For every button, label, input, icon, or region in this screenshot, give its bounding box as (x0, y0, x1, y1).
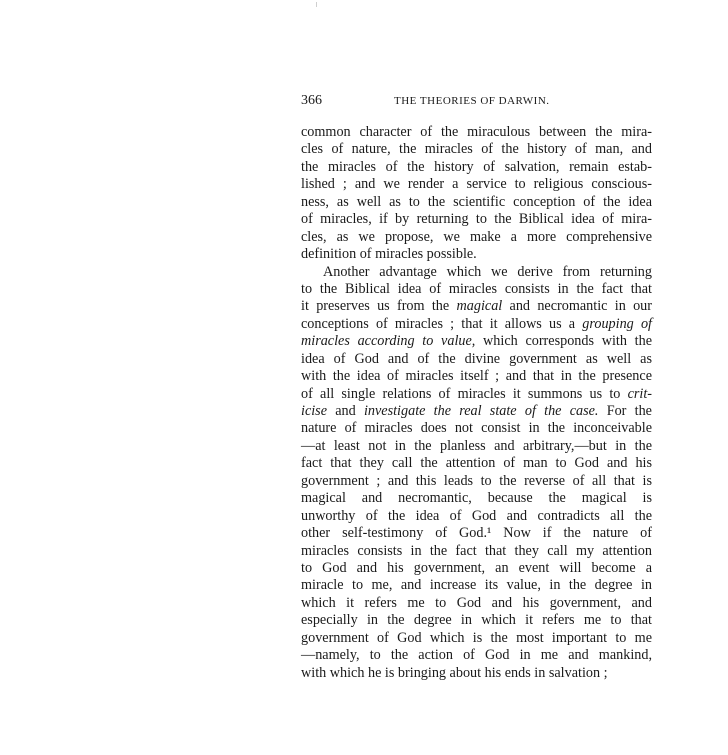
text-line (301, 665, 652, 682)
text-segment: and (327, 403, 364, 419)
text-segment: nature of miracles does not consist in the inconceivable (301, 420, 652, 437)
text-line (301, 386, 652, 403)
text-segment: —namely, to the action of God in me and mankind, (301, 647, 652, 664)
text-segment: miracles consists in the fact that they call my attention (301, 542, 652, 559)
text-line (301, 595, 652, 612)
text-segment: For the (598, 403, 652, 419)
text-segment: with the idea of miracles itself ; and that in the presence (301, 368, 652, 385)
italic-text: grouping of (582, 315, 652, 332)
text-line (301, 176, 652, 193)
text-segment: miracle to me, and increase its value, in the degree in (301, 577, 652, 594)
text-segment: cles, as we propose, we make a more comprehensive (301, 228, 652, 245)
text-line (301, 525, 652, 542)
text-segment: conceptions of miracles ; that it allows us a (301, 315, 583, 332)
text-line (301, 612, 652, 629)
text-line (301, 630, 652, 647)
text-segment: government of God which is the most important to me (301, 629, 652, 646)
text-line (301, 333, 652, 350)
scan-speck (316, 2, 317, 7)
running-head: THE THEORIES OF DARWIN. (394, 95, 550, 107)
text-segment: fact that they call the attention of man to God and his (301, 455, 652, 472)
text-line (301, 229, 652, 246)
text-line (301, 124, 652, 141)
text-line (301, 298, 652, 315)
text-segment: which corresponds with the (475, 333, 652, 350)
text-line (301, 508, 652, 525)
page-number: 366 (301, 93, 322, 108)
text-segment: definition of miracles possible. (301, 246, 477, 263)
text-line (301, 246, 652, 263)
text-line (301, 455, 652, 472)
text-line (301, 351, 652, 368)
text-segment: magical and necromantic, because the magical is (301, 490, 652, 507)
text-segment: which it refers me to God and his government, and (301, 594, 652, 611)
text-line (301, 490, 652, 507)
text-line (301, 159, 652, 176)
text-segment: idea of God and of the divine government as well as (301, 350, 652, 367)
body-text (301, 124, 652, 682)
text-segment: common character of the miraculous between the mira- (301, 124, 652, 140)
italic-text: miracles according to value, (301, 333, 476, 350)
text-segment: other self-testimony of God.¹ Now if the nature of (301, 525, 652, 542)
text-line (301, 420, 652, 437)
text-segment: especially in the degree in which it refers me to that (301, 612, 652, 629)
italic-text: icise (301, 403, 327, 419)
text-line (301, 281, 652, 298)
text-segment: ness, as well as to the scientific conception of the idea (301, 193, 652, 210)
text-segment: to the Biblical idea of miracles consists in the fact that (301, 280, 652, 297)
text-line (301, 264, 652, 281)
text-line (301, 543, 652, 560)
text-line (301, 368, 652, 385)
text-line (301, 316, 652, 333)
text-segment: lished ; and we render a service to religious conscious- (301, 176, 652, 193)
text-line (301, 473, 652, 490)
text-line (301, 438, 652, 455)
text-segment: to God and his government, an event will become a (301, 559, 652, 576)
text-line (301, 560, 652, 577)
text-line (301, 211, 652, 228)
italic-text: crit- (627, 385, 652, 402)
italic-text: magical (456, 298, 503, 315)
text-line (301, 647, 652, 664)
text-segment: with which he is bringing about his ends in salvation ; (301, 664, 608, 681)
text-segment: of miracles, if by returning to the Biblical idea of mira- (301, 211, 652, 228)
text-segment: —at least not in the planless and arbitrary,—but in the (301, 437, 652, 454)
text-line (301, 194, 652, 211)
text-line (301, 577, 652, 594)
text-segment: unworthy of the idea of God and contradicts all the (301, 507, 652, 524)
text-line (301, 403, 652, 420)
text-segment: government ; and this leads to the reverse of all that is (301, 472, 652, 489)
text-segment: Another advantage which we derive from returning (323, 263, 652, 280)
text-line (301, 141, 652, 158)
text-segment: the miracles of the history of salvation, remain estab- (301, 158, 652, 175)
text-segment: cles of nature, the miracles of the history of man, and (301, 141, 652, 158)
text-segment: it preserves us from the (301, 298, 457, 315)
text-segment: and necromantic in our (502, 298, 653, 315)
italic-text: investigate the real state of the case. (363, 403, 599, 419)
text-segment: of all single relations of miracles it summons us to (301, 385, 628, 402)
